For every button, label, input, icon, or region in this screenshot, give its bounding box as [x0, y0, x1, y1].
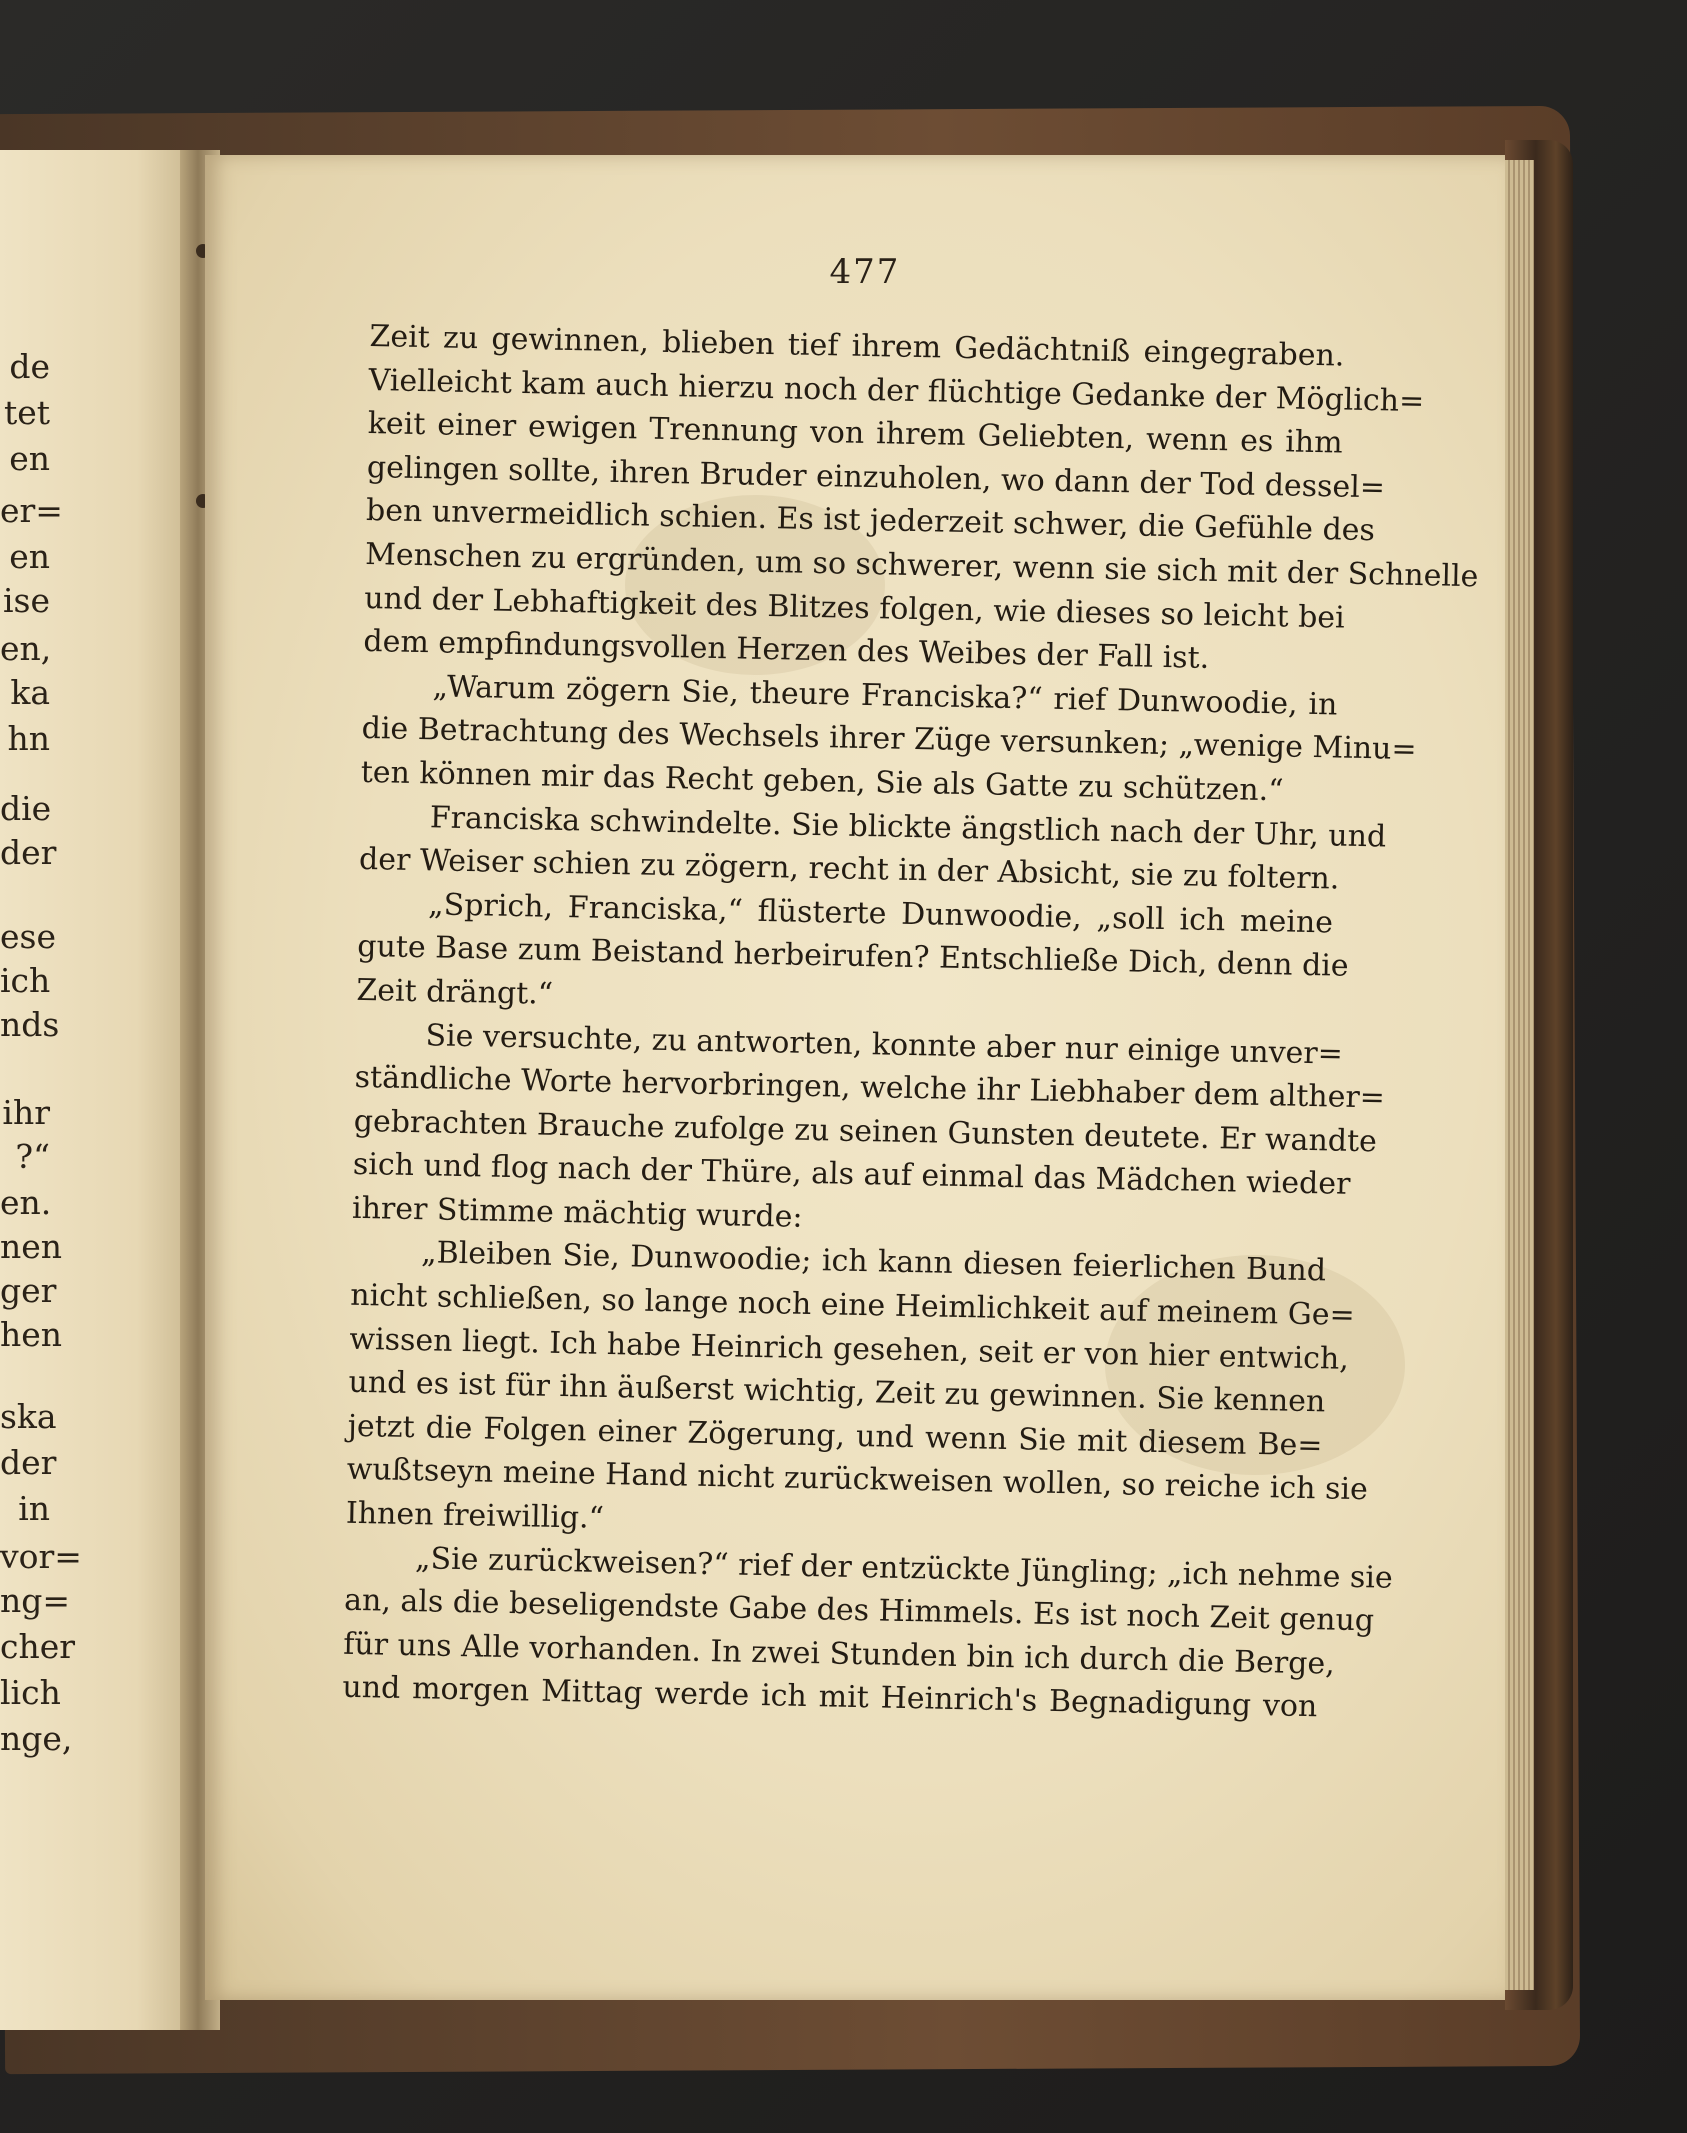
left-page-fragment: ich — [0, 961, 51, 1000]
left-page-fragment: er= — [0, 491, 63, 530]
left-page-fragment: die — [0, 789, 52, 828]
left-page-fragment: ihr — [2, 1093, 50, 1132]
left-page-fragment: ger — [0, 1271, 57, 1310]
text-line: Franciska schwindelte. Sie blickte ängstlich nach der Uhr, und — [429, 799, 1387, 855]
left-page-fragment: cher — [0, 1627, 76, 1666]
text-line: „Sprich, Franciska,“ flüsterte Dunwoodie, „soll ich meine — [427, 887, 1334, 941]
left-page-fragment: ?“ — [15, 1137, 50, 1176]
text-line: gute Base zum Beistand herbeirufen? Entschließe Dich, denn die — [356, 929, 1349, 985]
text-line: dem empfindungsvollen Herzen des Weibes der Fall ist. — [363, 624, 1210, 677]
left-page-fragment: ska — [0, 1397, 57, 1436]
text-line: für uns Alle vorhanden. In zwei Stunden bin ich durch die Berge, — [342, 1626, 1336, 1682]
left-page-fragment: en — [9, 439, 50, 478]
text-line: gelingen sollte, ihren Bruder einzuholen, wo dann der Tod dessel= — [366, 449, 1386, 506]
page-edges — [1500, 160, 1534, 1990]
left-page-fragment: en. — [0, 1183, 52, 1222]
text-line: „Warum zögern Sie, theure Franciska?“ rief Dunwoodie, in — [432, 669, 1338, 723]
left-page — [0, 150, 195, 2030]
left-page-fragment: in — [18, 1489, 50, 1528]
text-line: Zeit drängt.“ — [356, 972, 554, 1012]
text-line: Zeit zu gewinnen, blieben tief ihrem Gedächtniß eingegraben. — [369, 318, 1345, 374]
text-line: Vielleicht kam auch hierzu noch der flüchtige Gedanke der Möglich= — [368, 362, 1425, 419]
text-line: Menschen zu ergründen, um so schwerer, wenn sie sich mit der Schnelle — [364, 536, 1479, 595]
text-line: wissen liegt. Ich habe Heinrich gesehen, seit er von hier entwich, — [349, 1321, 1350, 1377]
text-line: jetzt die Folgen einer Zögerung, und wenn Sie mit diesem Be= — [347, 1408, 1323, 1464]
left-page-fragment: ng= — [0, 1581, 71, 1620]
text-line: sich und flog nach der Thüre, als auf einmal das Mädchen wieder — [352, 1147, 1351, 1203]
left-page-fragment: en — [9, 537, 50, 576]
left-page-fragment: ise — [2, 581, 50, 620]
body-text — [342, 315, 1479, 1729]
left-page-fragment: de — [9, 347, 50, 386]
text-line: Ihnen freiwillig.“ — [345, 1495, 605, 1536]
left-page-fragment: hn — [7, 719, 50, 758]
text-line: an, als die beseligendste Gabe des Himmels. Es ist noch Zeit genug — [343, 1582, 1375, 1639]
text-line: wußtseyn meine Hand nicht zurückweisen wollen, so reiche ich sie — [346, 1452, 1369, 1508]
left-page-fragment: nge, — [0, 1719, 73, 1758]
text-line: Sie versuchte, zu antworten, konnte aber nur einige unver= — [425, 1017, 1344, 1072]
left-page-fragment: der — [0, 833, 57, 872]
left-page-fragment: vor= — [0, 1537, 82, 1576]
left-page-fragment: tet — [3, 393, 50, 432]
text-line: „Sie zurückweisen?“ rief der entzückte Jüngling; „ich nehme sie — [414, 1540, 1394, 1596]
text-line: ten können mir das Recht geben, Sie als Gatte zu schützen.“ — [360, 754, 1284, 809]
text-line: und es ist für ihn äußerst wichtig, Zeit zu gewinnen. Sie kennen — [348, 1365, 1326, 1420]
text-line: und der Lebhaftigkeit des Blitzes folgen, wie dieses so leicht bei — [363, 580, 1346, 636]
text-line: der Weiser schien zu zögern, recht in der Absicht, sie zu foltern. — [358, 842, 1340, 897]
text-line: die Betrachtung des Wechsels ihrer Züge versunken; „wenige Minu= — [361, 711, 1417, 768]
text-line: „Bleiben Sie, Dunwoodie; ich kann diesen feierlichen Bund — [420, 1235, 1327, 1289]
text-line: und morgen Mittag werde ich mit Heinrich's Begnadigung von — [342, 1670, 1318, 1725]
left-page-fragment: nen — [0, 1227, 63, 1266]
left-page-fragment: ka — [10, 673, 50, 712]
text-line: ben unvermeidlich schien. Es ist jederzeit schwer, die Gefühle des — [365, 493, 1376, 549]
page-number: 477 — [829, 252, 901, 292]
text-line: keit einer ewigen Trennung von ihrem Geliebten, wenn es ihm — [367, 406, 1343, 461]
left-page-fragment: der — [0, 1443, 57, 1482]
text-line: ihrer Stimme mächtig wurde: — [351, 1190, 803, 1235]
text-line: nicht schließen, so lange noch eine Heimlichkeit auf meinem Ge= — [349, 1277, 1356, 1334]
left-page-fragment: hen — [0, 1315, 63, 1354]
left-page-fragment: nds — [0, 1005, 60, 1044]
text-line: gebrachten Brauche zufolge zu seinen Gunsten deutete. Er wandte — [353, 1103, 1378, 1160]
left-page-fragment: ese — [0, 917, 56, 956]
text-line: ständliche Worte hervorbringen, welche ihr Liebhaber dem alther= — [354, 1059, 1386, 1116]
left-page-fragment: lich — [0, 1673, 61, 1712]
left-page-fragment: en, — [0, 629, 52, 668]
